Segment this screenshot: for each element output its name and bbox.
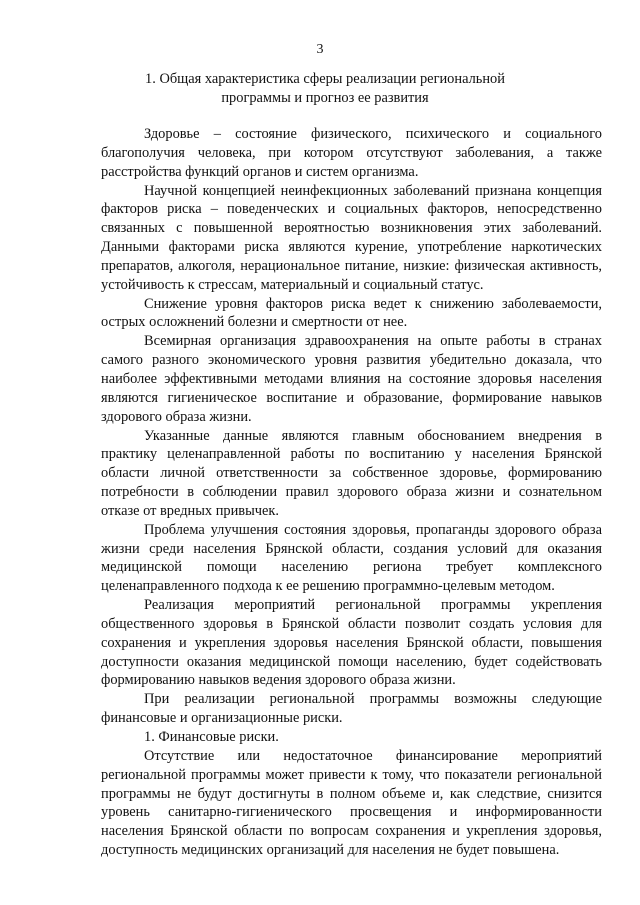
- section-heading-line-2: программы и прогноз ее развития: [221, 90, 429, 106]
- paragraph-risk-factors-concept: Научной концепцией неинфекционных заболеваний признана концепция факторов риска – поведенческих и социальных факторов, непосредственно связанных с повышенной вероятностью возникновения этих заболеваний. Данными факторами риска являются курение, употребление наркотических препаратов, алкоголя, нерациональное питание, низкие: физическая активность, устойчивость к стрессам, материальный и социальный статус.: [101, 182, 602, 293]
- section-heading-line-1: 1. Общая характеристика сферы реализации региональной: [145, 71, 505, 87]
- paragraph-risk-reduction: Снижение уровня факторов риска ведет к снижению заболеваемости, острых осложнений болезни и смертности от нее.: [101, 295, 602, 331]
- page-number: 3: [316, 42, 324, 57]
- section-heading: [90, 70, 560, 108]
- paragraph-health-definition: Здоровье – состояние физического, психического и социального благополучия человека, при котором отсутствуют заболевания, а также расстройства функций органов и систем организма.: [101, 126, 602, 180]
- document-body: [101, 125, 602, 860]
- paragraph-problem: Проблема улучшения состояния здоровья, пропаганды здорового образа жизни среди населения Брянской области, создания условий для оказания медицинской помощи населению региона требует комплексного целенаправленного подхода к ее решению программно-целевым методом.: [101, 521, 602, 595]
- paragraph-implementation: Реализация мероприятий региональной программы укрепления общественного здоровья в Брянской области позволит создать условия для сохранения и укрепления здоровья населения Брянской области, повышения доступности оказания медицинской помощи населению, будет содействовать формированию навыков ведения здорового образа жизни.: [101, 597, 602, 689]
- paragraph-justification: Указанные данные являются главным обоснованием внедрения в практику целенаправленной работы по воспитанию у населения Брянской области личной ответственности за собственное здоровье, формированию потребности в соблюдении правил здорового образа жизни и сознательном отказе от вредных привычек.: [101, 427, 602, 519]
- paragraph-risks-intro: При реализации региональной программы возможны следующие финансовые и организационные риски.: [101, 691, 602, 727]
- paragraph-who-experience: Всемирная организация здравоохранения на опыте работы в странах самого разного экономического уровня развития убедительно доказала, что наиболее эффективными методами влияния на состояние здоровья населения являются гигиеническое воспитание и образование, формирование навыков здорового образа жизни.: [101, 333, 602, 425]
- paragraph-financial-risks-text: Отсутствие или недостаточное финансирование мероприятий региональной программы может привести к тому, что показатели региональной программы не будут достигнуты в полном объеме и, как следствие, снизится уровень санитарно-гигиенического просвещения и информированности населения Брянской области по вопросам сохранения и укрепления здоровья, доступность медицинских организаций для населения не будет повышена.: [101, 747, 602, 859]
- paragraph-financial-risks-heading: 1. Финансовые риски.: [144, 729, 279, 745]
